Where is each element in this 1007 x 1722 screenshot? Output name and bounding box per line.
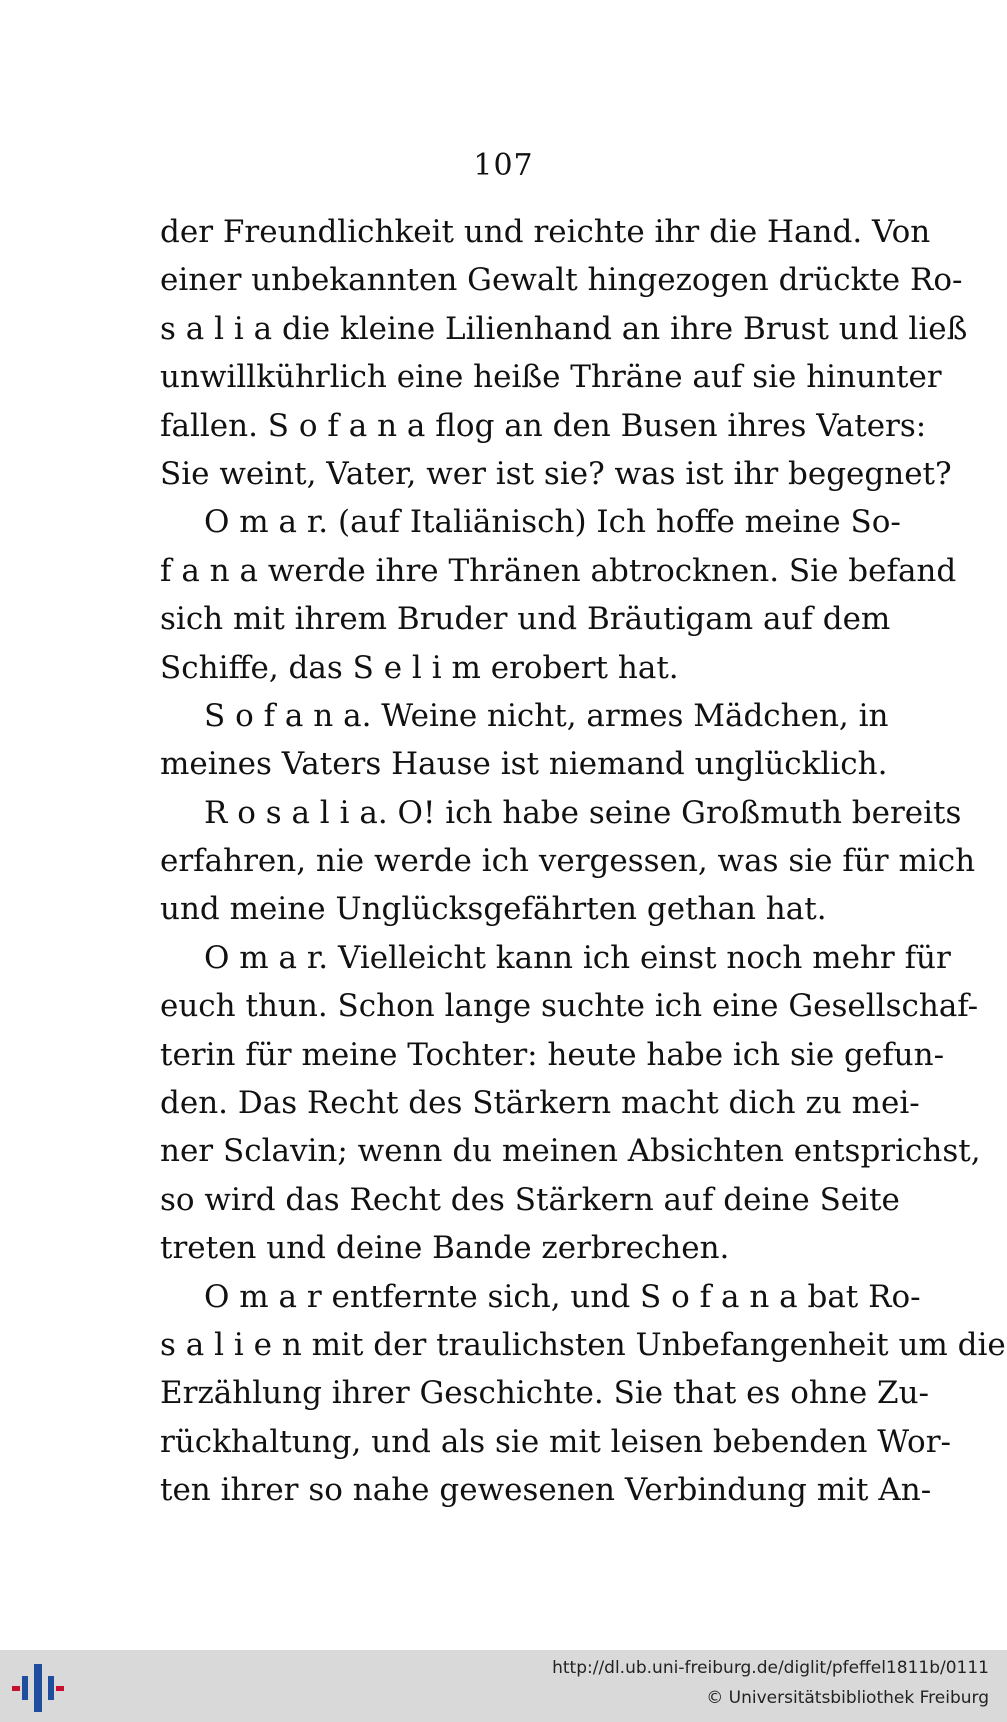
text-line: unwillkührlich eine heiße Thräne auf sie hinunter	[160, 359, 942, 396]
text-line: sich mit ihrem Bruder und Bräutigam auf dem	[160, 601, 891, 638]
text-line: der Freundlichkeit und reichte ihr die Hand. Von	[160, 214, 931, 250]
page-number: 107	[473, 148, 534, 183]
text-line: f a n a werde ihre Thränen abtrocknen. Sie befand	[160, 552, 957, 589]
text-line: O m a r. Vielleicht kann ich einst noch mehr für	[204, 939, 951, 976]
text-line: terin für meine Tochter: heute habe ich sie gefun-	[160, 1036, 945, 1073]
ub-freiburg-logo-icon[interactable]	[12, 1662, 64, 1714]
text-line: ten ihrer so nahe gewesenen Verbindung mit An-	[160, 1472, 932, 1509]
text-line: den. Das Recht des Stärkern macht dich zu mei-	[160, 1085, 920, 1122]
text-line: Schiffe, das S e l i m erobert hat.	[160, 649, 679, 686]
text-line: s a l i a die kleine Lilienhand an ihre Brust und ließ	[160, 310, 968, 347]
text-line: Sie weint, Vater, wer ist sie? was ist ihr begegnet?	[160, 455, 952, 492]
text-line: und meine Unglücksgefährten gethan hat.	[160, 891, 827, 928]
page-text	[160, 208, 1006, 1515]
text-line: euch thun. Schon lange suchte ich eine Gesellschaf-	[160, 988, 979, 1025]
text-line: ner Sclavin; wenn du meinen Absichten entsprichst,	[160, 1133, 981, 1170]
copyright-text: © Universitätsbibliothek Freiburg	[706, 1688, 989, 1708]
text-line: O m a r. (auf Italiänisch) Ich hoffe meine So-	[204, 504, 901, 541]
text-line: S o f a n a. Weine nicht, armes Mädchen, in	[204, 697, 889, 734]
text-line: erfahren, nie werde ich vergessen, was sie für mich	[160, 843, 976, 880]
text-line: einer unbekannten Gewalt hingezogen drückte Ro-	[160, 262, 963, 299]
text-line: fallen. S o f a n a flog an den Busen ihres Vaters:	[160, 407, 927, 444]
permalink-url[interactable]: http://dl.ub.uni-freiburg.de/diglit/pfeffel1811b/0111	[552, 1658, 989, 1678]
text-line: treten und deine Bande zerbrechen.	[160, 1230, 730, 1267]
text-line: so wird das Recht des Stärkern auf deine Seite	[160, 1181, 900, 1218]
text-line: O m a r entfernte sich, und S o f a n a bat Ro-	[204, 1278, 921, 1315]
text-line: meines Vaters Hause ist niemand unglücklich.	[160, 746, 888, 783]
text-line: rückhaltung, und als sie mit leisen bebenden Wor-	[160, 1423, 951, 1460]
text-line: Erzählung ihrer Geschichte. Sie that es ohne Zu-	[160, 1375, 930, 1412]
viewer-footer	[0, 1650, 1007, 1722]
text-line: s a l i e n mit der traulichsten Unbefangenheit um die	[160, 1326, 1006, 1363]
text-line: R o s a l i a. O! ich habe seine Großmuth bereits	[204, 794, 962, 831]
